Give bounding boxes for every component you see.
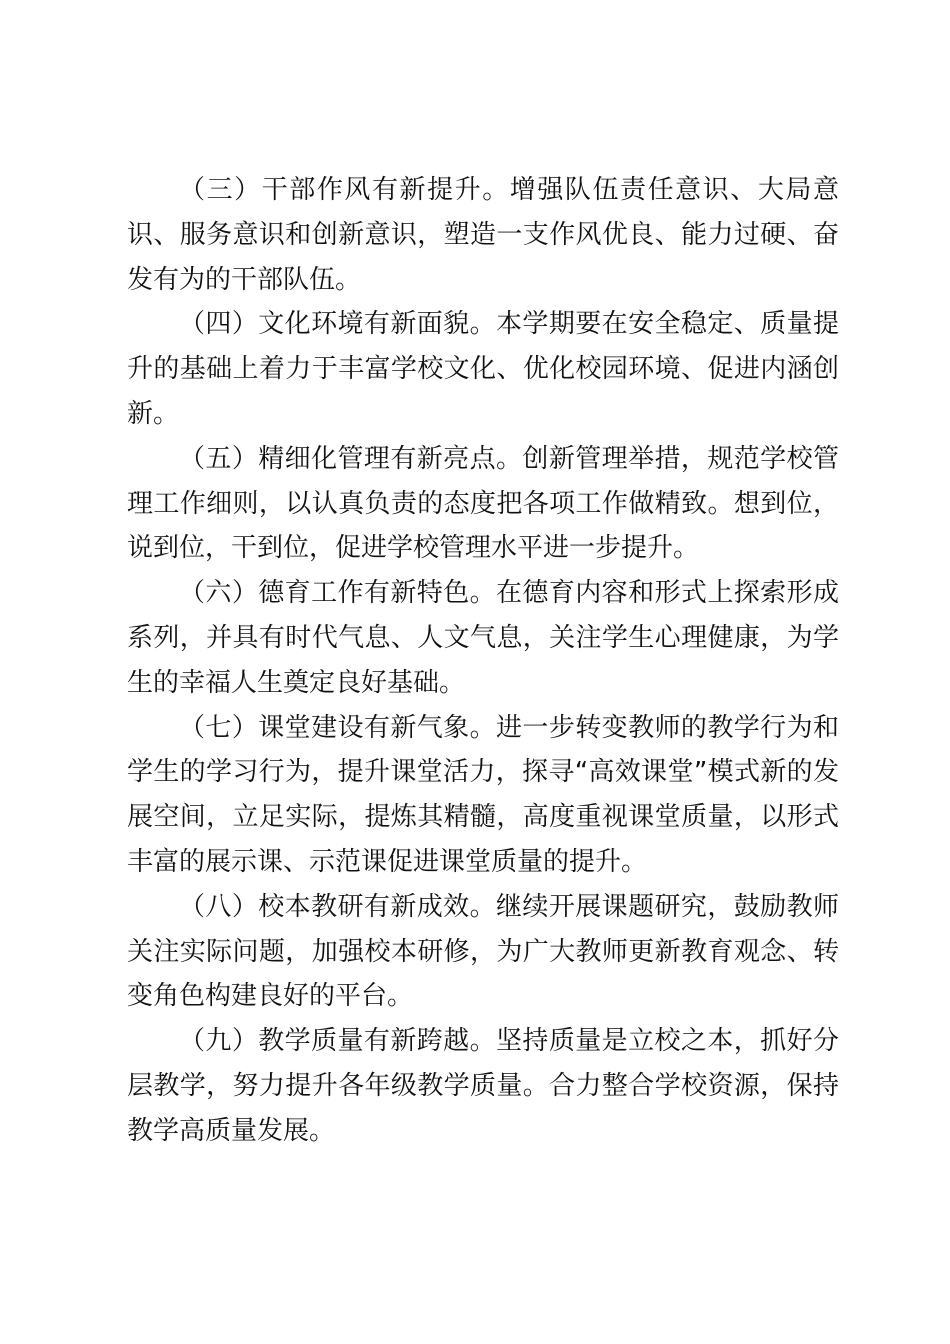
paragraph-cadre-style: （三）干部作风有新提升。增强队伍责任意识、大局意识、服务意识和创新意识，塑造一支作风优良、能力过硬、奋发有为的干部队伍。 bbox=[127, 175, 839, 295]
paragraph-classroom-building: （七）课堂建设有新气象。进一步转变教师的教学行为和学生的学习行为，提升课堂活力，探寻“高效课堂”模式新的发展空间，立足实际，提炼其精髓，高度重视课堂质量，以形式丰富的展示课、示范课促进课堂质量的提升。 bbox=[127, 712, 839, 877]
paragraph-culture-environment: （四）文化环境有新面貌。本学期要在安全稳定、质量提升的基础上着力于丰富学校文化、优化校园环境、促进内涵创新。 bbox=[127, 309, 839, 429]
paragraph-school-research: （八）校本教研有新成效。继续开展课题研究，鼓励教师关注实际问题，加强校本研修，为广大教师更新教育观念、转变角色构建良好的平台。 bbox=[127, 891, 839, 1012]
document-body bbox=[127, 168, 839, 1154]
paragraph-teaching-quality: （九）教学质量有新跨越。坚持质量是立校之本，抓好分层教学，努力提升各年级教学质量。合力整合学校资源，保持教学高质量发展。 bbox=[127, 1026, 839, 1146]
paragraph-refined-management: （五）精细化管理有新亮点。创新管理举措，规范学校管理工作细则，以认真负责的态度把各项工作做精致。想到位，说到位，干到位，促进学校管理水平进一步提升。 bbox=[127, 443, 839, 564]
paragraph-moral-education: （六）德育工作有新特色。在德育内容和形式上探索形成系列，并具有时代气息、人文气息，关注学生心理健康，为学生的幸福人生奠定良好基础。 bbox=[127, 578, 839, 698]
